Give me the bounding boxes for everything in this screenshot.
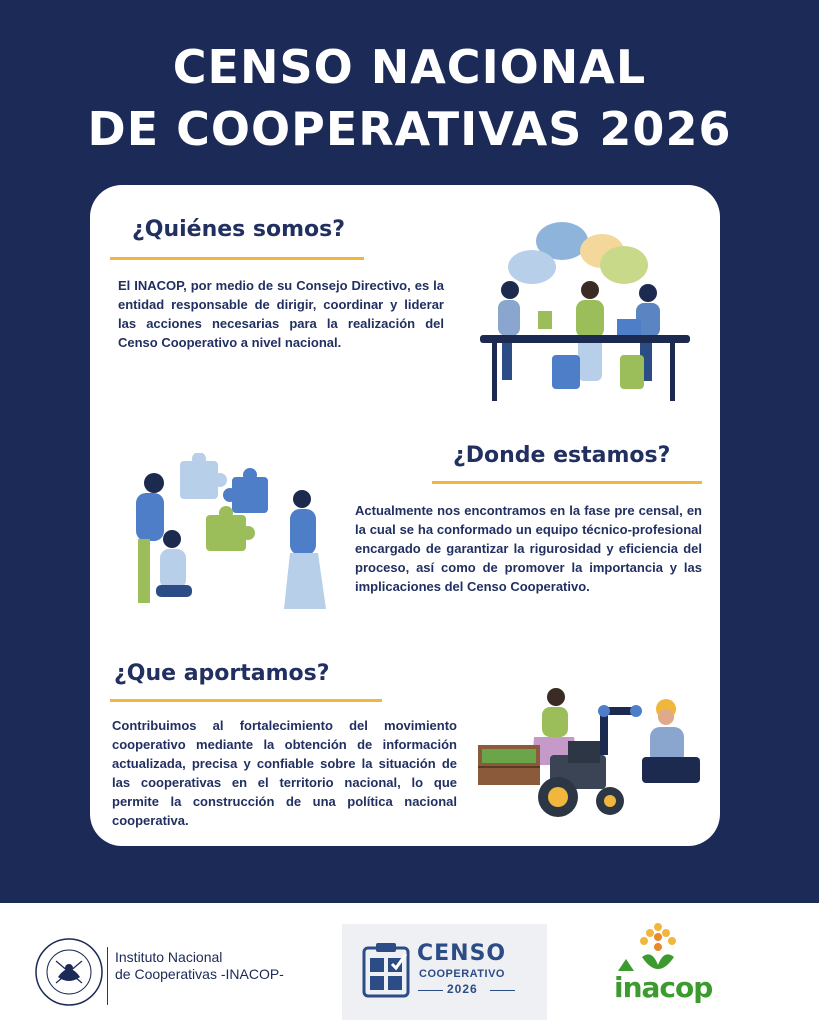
heading-underline: [110, 699, 382, 702]
censo-sub: COOPERATIVO: [419, 968, 505, 980]
censo-word: CENSO: [417, 941, 507, 966]
heading-que-aportamos: ¿Que aportamos?: [114, 661, 330, 686]
institution-name: [115, 949, 284, 983]
heading-underline: [110, 257, 364, 260]
paragraph-que-aportamos: Contribuimos al fortalecimiento del movimiento cooperativo mediante la obtención de información actualizada, precisa y confiable sobre la situación de las cooperativas en el territorio nacional, lo que permite la construcción de una política nacional cooperativa.: [112, 718, 457, 828]
guatemala-government-seal-icon: [34, 937, 104, 1007]
heading-quienes-somos: ¿Quiénes somos?: [132, 217, 346, 242]
footer: [0, 903, 819, 1024]
team-meeting-illustration: [470, 215, 700, 405]
heading-donde-estamos: ¿Donde estamos?: [453, 443, 671, 468]
footer-divider: [107, 947, 108, 1005]
institution-line-2: de Cooperativas -INACOP-: [115, 966, 284, 982]
title-line-2: DE COOPERATIVAS 2026: [87, 102, 732, 156]
censo-year: 2026: [447, 982, 478, 996]
institution-line-1: Instituto Nacional: [115, 949, 223, 965]
heading-underline: [432, 481, 702, 484]
census-form-icon: [362, 942, 410, 998]
censo-rule-right: [490, 990, 515, 991]
puzzle-team-illustration: [120, 453, 340, 623]
inacop-logo-icon: [612, 921, 692, 977]
paragraph-quienes-somos: El INACOP, por medio de su Consejo Directivo, es la entidad responsable de dirigir, coordinar y liderar las acciones necesarias para la realización del Censo Cooperativo a nivel nacional.: [118, 278, 444, 350]
page-title: [0, 36, 819, 160]
title-line-1: CENSO NACIONAL: [172, 40, 647, 94]
censo-rule-left: [418, 990, 443, 991]
content-card: [90, 185, 720, 846]
inacop-wordmark: inacop: [614, 971, 713, 1004]
censo-cooperativo-logo: [342, 924, 547, 1020]
paragraph-donde-estamos: Actualmente nos encontramos en la fase pre censal, en la cual se ha conformado un equipo técnico-profesional encargado de garantizar la rigurosidad y eficiencia del proceso, así como de promover la importancia y las implicaciones del Censo Cooperativo.: [355, 503, 702, 594]
agriculture-technology-illustration: [474, 685, 710, 827]
